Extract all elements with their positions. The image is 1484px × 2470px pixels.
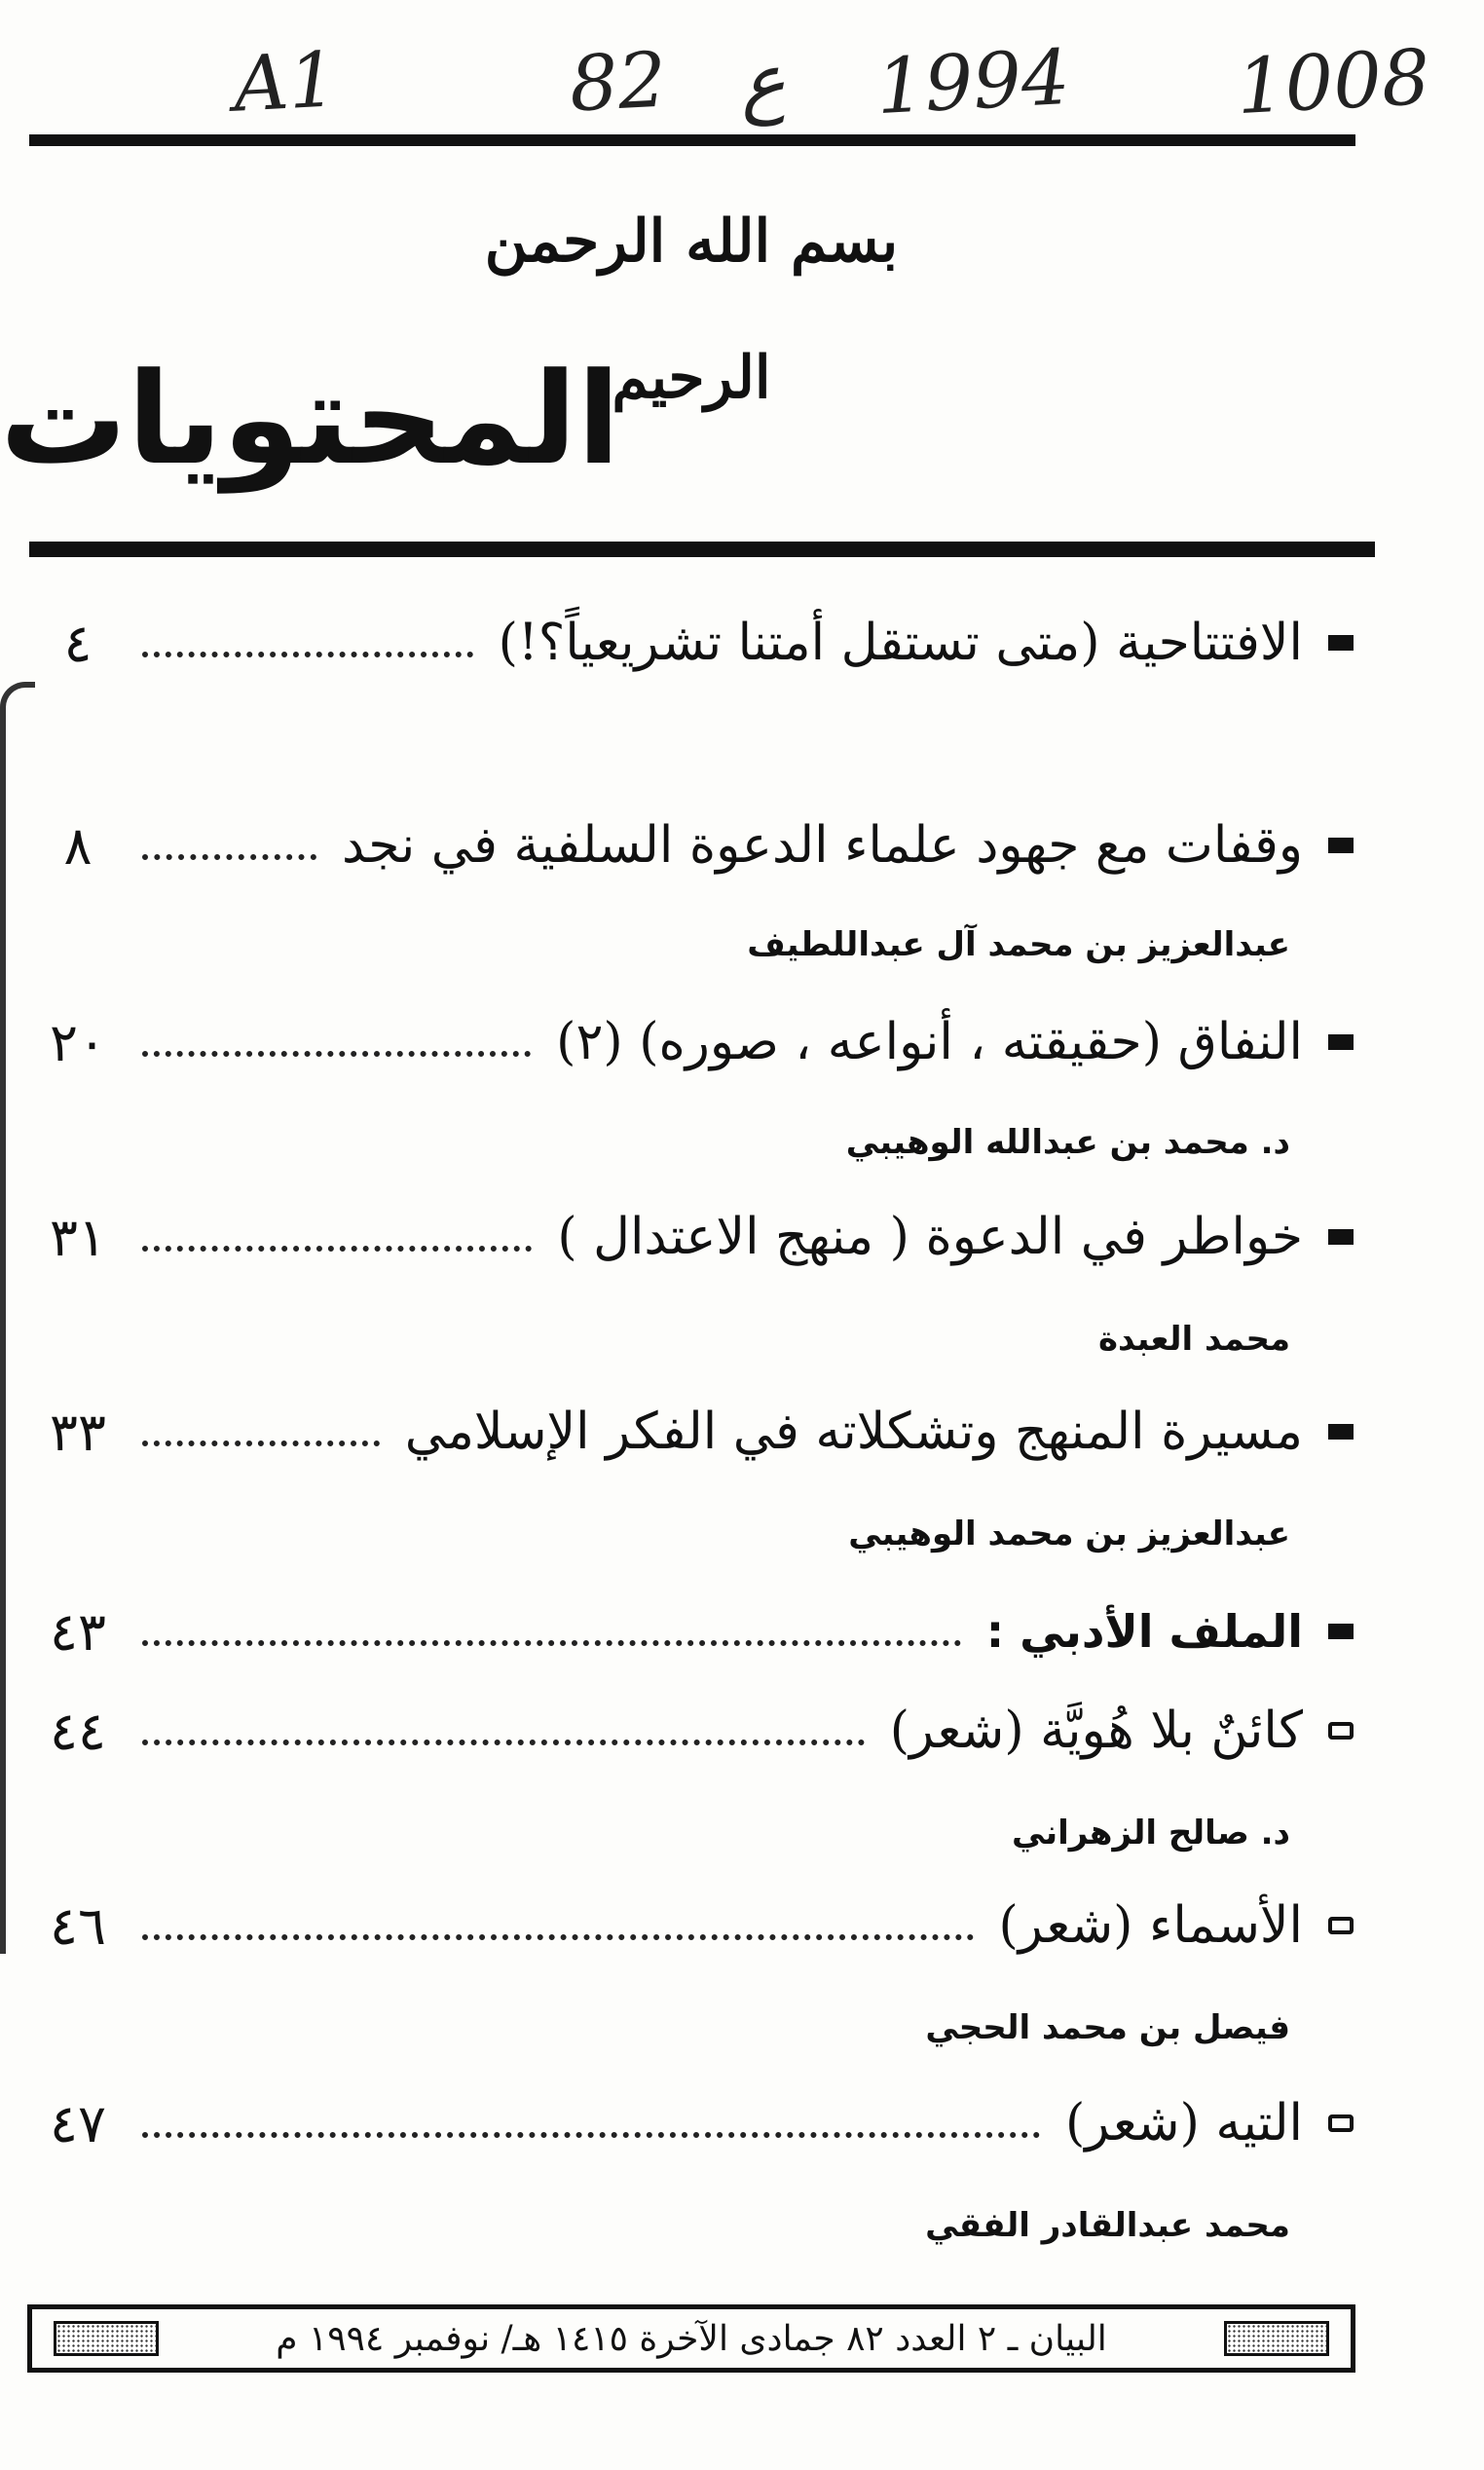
toc-entry[interactable]: [39, 1388, 1354, 1476]
hollow-bullet-icon: [1328, 1722, 1354, 1740]
entry-title: وقفات مع جهود علماء الدعوة السلفية في نجد: [341, 816, 1303, 875]
page-number: ٣٣: [49, 1401, 106, 1463]
toc-entry[interactable]: [39, 1882, 1354, 1969]
entry-title: كائنٌ بلا هُويَّة (شعر): [889, 1702, 1303, 1760]
page-title: المحتويات: [0, 345, 621, 493]
handwritten-issue: 82: [567, 36, 669, 130]
handwritten-letter: ع: [737, 37, 788, 129]
entry-author: محمد عبدالقادر الفقي: [925, 2206, 1290, 2245]
toc-entry[interactable]: [39, 599, 1354, 687]
footer-text: البيان ـ ٢ العدد ٨٢ جمادى الآخرة ١٤١٥ هـ/ نوفمبر ١٩٩٤ م: [276, 2318, 1107, 2359]
toc-entry[interactable]: [39, 2079, 1354, 2167]
dot-leader: [142, 1640, 961, 1646]
entry-title: الأسماء (شعر): [998, 1896, 1303, 1955]
handwritten-year: 1994: [873, 33, 1072, 132]
hollow-bullet-icon: [1328, 1917, 1354, 1934]
dot-leader: [142, 2132, 1040, 2138]
toc-entry[interactable]: [39, 1193, 1354, 1281]
square-bullet-icon: [1328, 838, 1354, 853]
page-number: ٤٣: [49, 1600, 106, 1663]
page-number: ٢٠: [49, 1011, 106, 1073]
square-bullet-icon: [1328, 1034, 1354, 1050]
page-number: ٤: [63, 612, 93, 674]
dot-leader: [142, 1441, 380, 1446]
entry-title: خواطر في الدعوة ( منهج الاعتدال ): [557, 1208, 1303, 1266]
square-bullet-icon: [1328, 1229, 1354, 1245]
handwritten-code: A1: [231, 36, 340, 130]
entry-title: مسيرة المنهج وتشكلاته في الفكر الإسلامي: [404, 1403, 1303, 1461]
entry-title: الملف الأدبي :: [985, 1605, 1303, 1658]
dot-leader: [142, 854, 316, 860]
toc-entry[interactable]: [39, 1687, 1354, 1775]
entry-author: عبدالعزيز بن محمد الوهيبي: [848, 1515, 1290, 1553]
hatched-block-left: [54, 2321, 159, 2356]
basmala: بسم الله الرحمن الرحيم: [484, 207, 899, 412]
entry-author: عبدالعزيز بن محمد آل عبداللطيف: [747, 925, 1290, 964]
dot-leader: [142, 1246, 532, 1252]
top-rule: [29, 134, 1355, 146]
page-number: ٤٤: [49, 1700, 106, 1762]
page-number: ٤٦: [49, 1894, 106, 1957]
toc-entry[interactable]: [39, 1588, 1354, 1675]
entry-author: د. محمد بن عبدالله الوهيبي: [845, 1123, 1290, 1162]
handwritten-number: 1008: [1234, 33, 1432, 132]
square-bullet-icon: [1328, 1424, 1354, 1440]
hollow-bullet-icon: [1328, 2114, 1354, 2132]
footer-bar: [27, 2304, 1355, 2373]
square-bullet-icon: [1328, 1624, 1354, 1639]
entry-author: محمد العبدة: [1097, 1320, 1290, 1359]
square-bullet-icon: [1328, 635, 1354, 651]
dot-leader: [142, 1740, 865, 1745]
entry-title: الافتتاحية (متى تستقل أمتنا تشريعياً؟!): [498, 614, 1303, 672]
hatched-block-right: [1224, 2321, 1329, 2356]
entry-title: التيه (شعر): [1064, 2094, 1303, 2152]
page-number: ٤٧: [49, 2092, 106, 2154]
page-number: ٨: [63, 814, 93, 877]
toc-entry[interactable]: [39, 802, 1354, 889]
margin-bracket: [0, 682, 35, 1954]
dot-leader: [142, 1934, 974, 1940]
entry-author: د. صالح الزهراني: [1011, 1814, 1290, 1852]
dot-leader: [142, 1051, 531, 1057]
title-rule: [29, 542, 1375, 557]
dot-leader: [142, 652, 473, 657]
toc-entry[interactable]: [39, 998, 1354, 1086]
entry-author: فيصل بن محمد الحجي: [925, 2008, 1290, 2047]
entry-title: النفاق (حقيقته ، أنواعه ، صوره) (٢): [556, 1013, 1303, 1071]
page-number: ٣١: [49, 1206, 106, 1268]
